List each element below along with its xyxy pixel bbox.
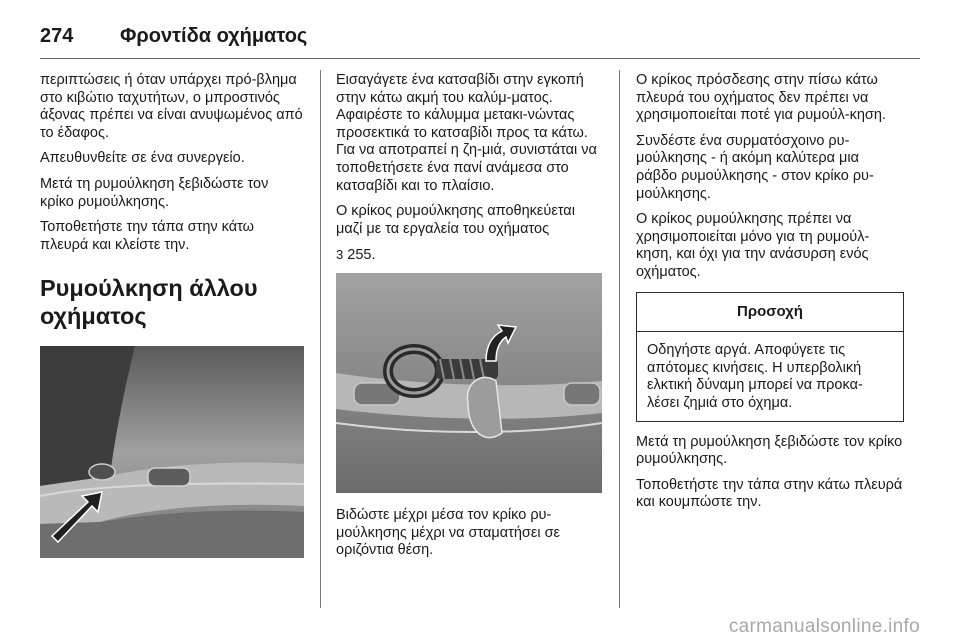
column-2 — [336, 72, 604, 568]
page-header — [40, 14, 920, 59]
caution-box — [636, 292, 904, 422]
caution-title: Προσοχή — [637, 293, 903, 333]
figure-towing-eye — [336, 273, 602, 493]
paragraph: Τοποθετήστε την τάπα στην κάτω πλευρά και κλείστε την. — [40, 219, 254, 253]
page-reference — [336, 246, 604, 265]
page-title: Φροντίδα οχήματος — [120, 24, 308, 47]
figure-caption: Βιδώστε μέχρι μέσα τον κρίκο ρυ-μούλκησης μέχρι να σταματήσει σε οριζόντια θέση. — [336, 506, 560, 559]
section-heading: Ρυμούλκηση άλλου οχήματος — [40, 275, 258, 330]
paragraph: Μετά τη ρυμούλκηση ξεβιδώστε τον κρίκο ρυμούλκησης. — [636, 433, 903, 468]
column-divider-2 — [619, 70, 620, 608]
paragraph: Ο κρίκος ρυμούλκησης πρέπει να χρησιμοποιείται μόνο για τη ρυμούλ-κηση, και όχι για την ανάσυρση ενός οχήματος. — [636, 211, 870, 280]
paragraph: περιπτώσεις ή όταν υπάρχει πρό-βλημα στο κιβώτιο ταχυτήτων, ο μπροστινός άξονας πρέπει να είναι ανυψωμένος από το έδαφος. — [40, 72, 303, 141]
paragraph: Τοποθετήστε την τάπα στην κάτω πλευρά και κουμπώστε την. — [636, 476, 903, 511]
page-ref-number[interactable]: 255. — [347, 247, 376, 264]
column-divider-1 — [320, 70, 321, 608]
paragraph: Απευθυνθείτε σε ένα συνεργείο. — [40, 150, 245, 167]
column-3 — [636, 72, 904, 520]
caution-body: Οδηγήστε αργά. Αποφύγετε τις απότομες κινήσεις. Η υπερβολική ελκτική δύναμη μπορεί να προκα-λέσει ζημιά στο όχημα. — [647, 342, 863, 411]
column-1 — [40, 72, 306, 558]
figure-rear-bumper — [40, 346, 304, 558]
paragraph: Ο κρίκος πρόσδεσης στην πίσω κάτω πλευρά του οχήματος δεν πρέπει να χρησιμοποιείται ποτέ για ρυμούλ-κηση. — [636, 72, 886, 124]
paragraph: Συνδέστε ένα συρματόσχοινο ρυ-μούλκησης - ή ακόμη καλύτερα μια ράβδο ρυμούλκησης - στον κρίκο ρυ-μούλκησης. — [636, 132, 874, 202]
paragraph: Μετά τη ρυμούλκηση ξεβιδώστε τον κρίκο ρυμούλκησης. — [40, 175, 269, 210]
page-number: 274 — [40, 24, 74, 47]
watermark: carmanualsonline.info — [728, 616, 920, 637]
paragraph: Εισαγάγετε ένα κατσαβίδι στην εγκοπή στην κάτω ακμή του καλύμ-ματος. Αφαιρέστε το κάλυμμα μετακι-νώντας προσεκτικά το κατσαβίδι προς τα κάτω. Για να αποτραπεί η ζη-μιά, συνιστάται να τοποθετήσετε ένα πανί ανάμεσα στο κατσαβίδι και το πλαίσιο. — [336, 72, 597, 194]
page-ref-arrow-icon: 3 — [336, 247, 344, 263]
paragraph: Ο κρίκος ρυμούλκησης αποθηκεύεται μαζί με τα εργαλεία του οχήματος — [336, 203, 575, 237]
